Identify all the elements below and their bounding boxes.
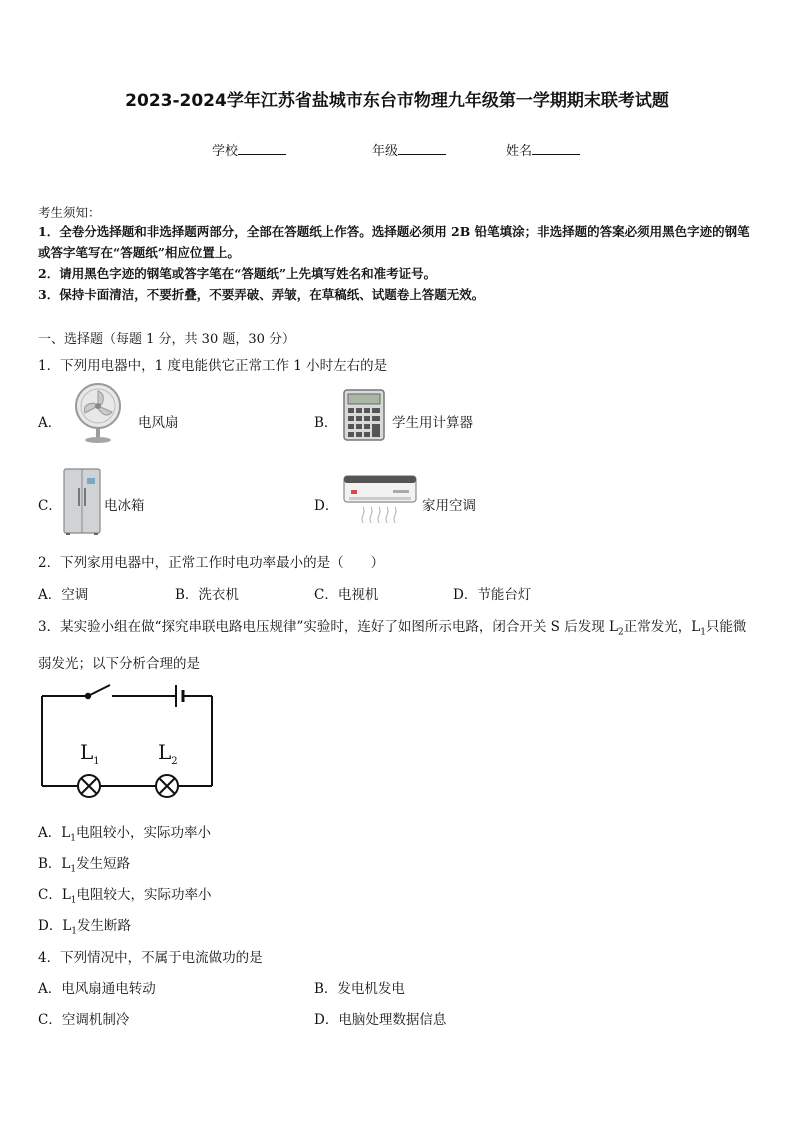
school-label: 学校 bbox=[212, 144, 239, 159]
refrigerator-icon bbox=[63, 468, 101, 536]
q1-option-b-letter: B． bbox=[314, 415, 338, 431]
q3-stem-c: 只能微弱发光；以下分析合理的是 bbox=[38, 619, 747, 672]
bulb-l1-icon bbox=[78, 775, 100, 797]
q1-option-d-text: 家用空调 bbox=[422, 498, 476, 514]
series-circuit-diagram bbox=[38, 680, 218, 804]
q1-option-c-letter: C． bbox=[38, 498, 62, 514]
l1-label: $L_1$ bbox=[80, 740, 100, 767]
q4-option-c: C．空调机制冷 bbox=[38, 1012, 130, 1028]
q1-option-a-letter: A． bbox=[38, 415, 62, 431]
electric-fan-icon bbox=[66, 382, 126, 444]
grade-field bbox=[372, 140, 446, 159]
q3-stem bbox=[38, 612, 758, 680]
q1-option-d-letter: D． bbox=[314, 498, 339, 514]
q3-stem-a: 3．某实验小组在做“探究串联电路电压规律”实验时，连好了如图所示电路，闭合开关 S 后发现 L bbox=[38, 619, 618, 635]
q3-option-d: D．$L_1$发生断路 bbox=[38, 918, 132, 937]
name-blank bbox=[532, 142, 580, 155]
q4-option-d: D．电脑处理数据信息 bbox=[314, 1012, 447, 1028]
l2-label: $L_2$ bbox=[158, 740, 178, 767]
air-conditioner-icon bbox=[343, 475, 417, 533]
q2-option-a: A．空调 bbox=[38, 587, 89, 603]
q3-option-b: B．$L_1$发生短路 bbox=[38, 856, 131, 875]
grade-blank bbox=[398, 142, 446, 155]
q1-stem: 1．下列用电器中，1 度电能供它正常工作 1 小时左右的是 bbox=[38, 358, 388, 374]
q3-option-c: C．$L_1$电阻较大，实际功率小 bbox=[38, 887, 212, 906]
q3-stem-b: 正常发光，L bbox=[623, 619, 701, 635]
section-heading: 一、选择题（每题 1 分，共 30 题，30 分） bbox=[38, 332, 296, 347]
q2-option-d: D．节能台灯 bbox=[453, 587, 532, 603]
q3-option-a: A．$L_1$电阻较小，实际功率小 bbox=[38, 825, 211, 844]
q2-stem: 2．下列家用电器中，正常工作时电功率最小的是（ ） bbox=[38, 555, 385, 571]
notice-item-1: 1．全卷分选择题和非选择题两部分，全部在答题纸上作答。选择题必须用 2B 铅笔填涂；非选择题的答案必须用黑色字迹的钢笔或答字笔写在“答题纸”相应位置上。 bbox=[38, 224, 750, 260]
q2-option-c: C．电视机 bbox=[314, 587, 379, 603]
q3-stem-sub1: 1 bbox=[700, 627, 706, 638]
notice-item-3: 3．保持卡面清洁，不要折叠，不要弄破、弄皱，在草稿纸、试题卷上答题无效。 bbox=[38, 287, 485, 302]
q4-stem: 4．下列情况中，不属于电流做功的是 bbox=[38, 950, 263, 966]
q1-option-a-text: 电风扇 bbox=[138, 415, 179, 431]
school-field bbox=[212, 140, 286, 159]
notice-item-2: 2．请用黑色字迹的钢笔或答字笔在“答题纸”上先填写姓名和准考证号。 bbox=[38, 266, 437, 281]
school-blank bbox=[238, 142, 286, 155]
name-field bbox=[506, 140, 580, 159]
notice-heading: 考生须知： bbox=[38, 205, 101, 220]
grade-label: 年级 bbox=[372, 144, 399, 159]
q4-option-a: A．电风扇通电转动 bbox=[38, 981, 156, 997]
calculator-icon bbox=[343, 389, 385, 441]
q3-stem-sub2: 2 bbox=[617, 627, 624, 638]
page-title: 2023-2024学年江苏省盐城市东台市物理九年级第一学期期末联考试题 bbox=[125, 91, 669, 111]
name-label: 姓名 bbox=[506, 144, 533, 159]
q1-option-c-text: 电冰箱 bbox=[104, 498, 145, 514]
q2-option-b: B．洗衣机 bbox=[175, 587, 239, 603]
q1-option-b-text: 学生用计算器 bbox=[392, 415, 473, 431]
bulb-l2-icon bbox=[156, 775, 178, 797]
q4-option-b: B．发电机发电 bbox=[314, 981, 405, 997]
